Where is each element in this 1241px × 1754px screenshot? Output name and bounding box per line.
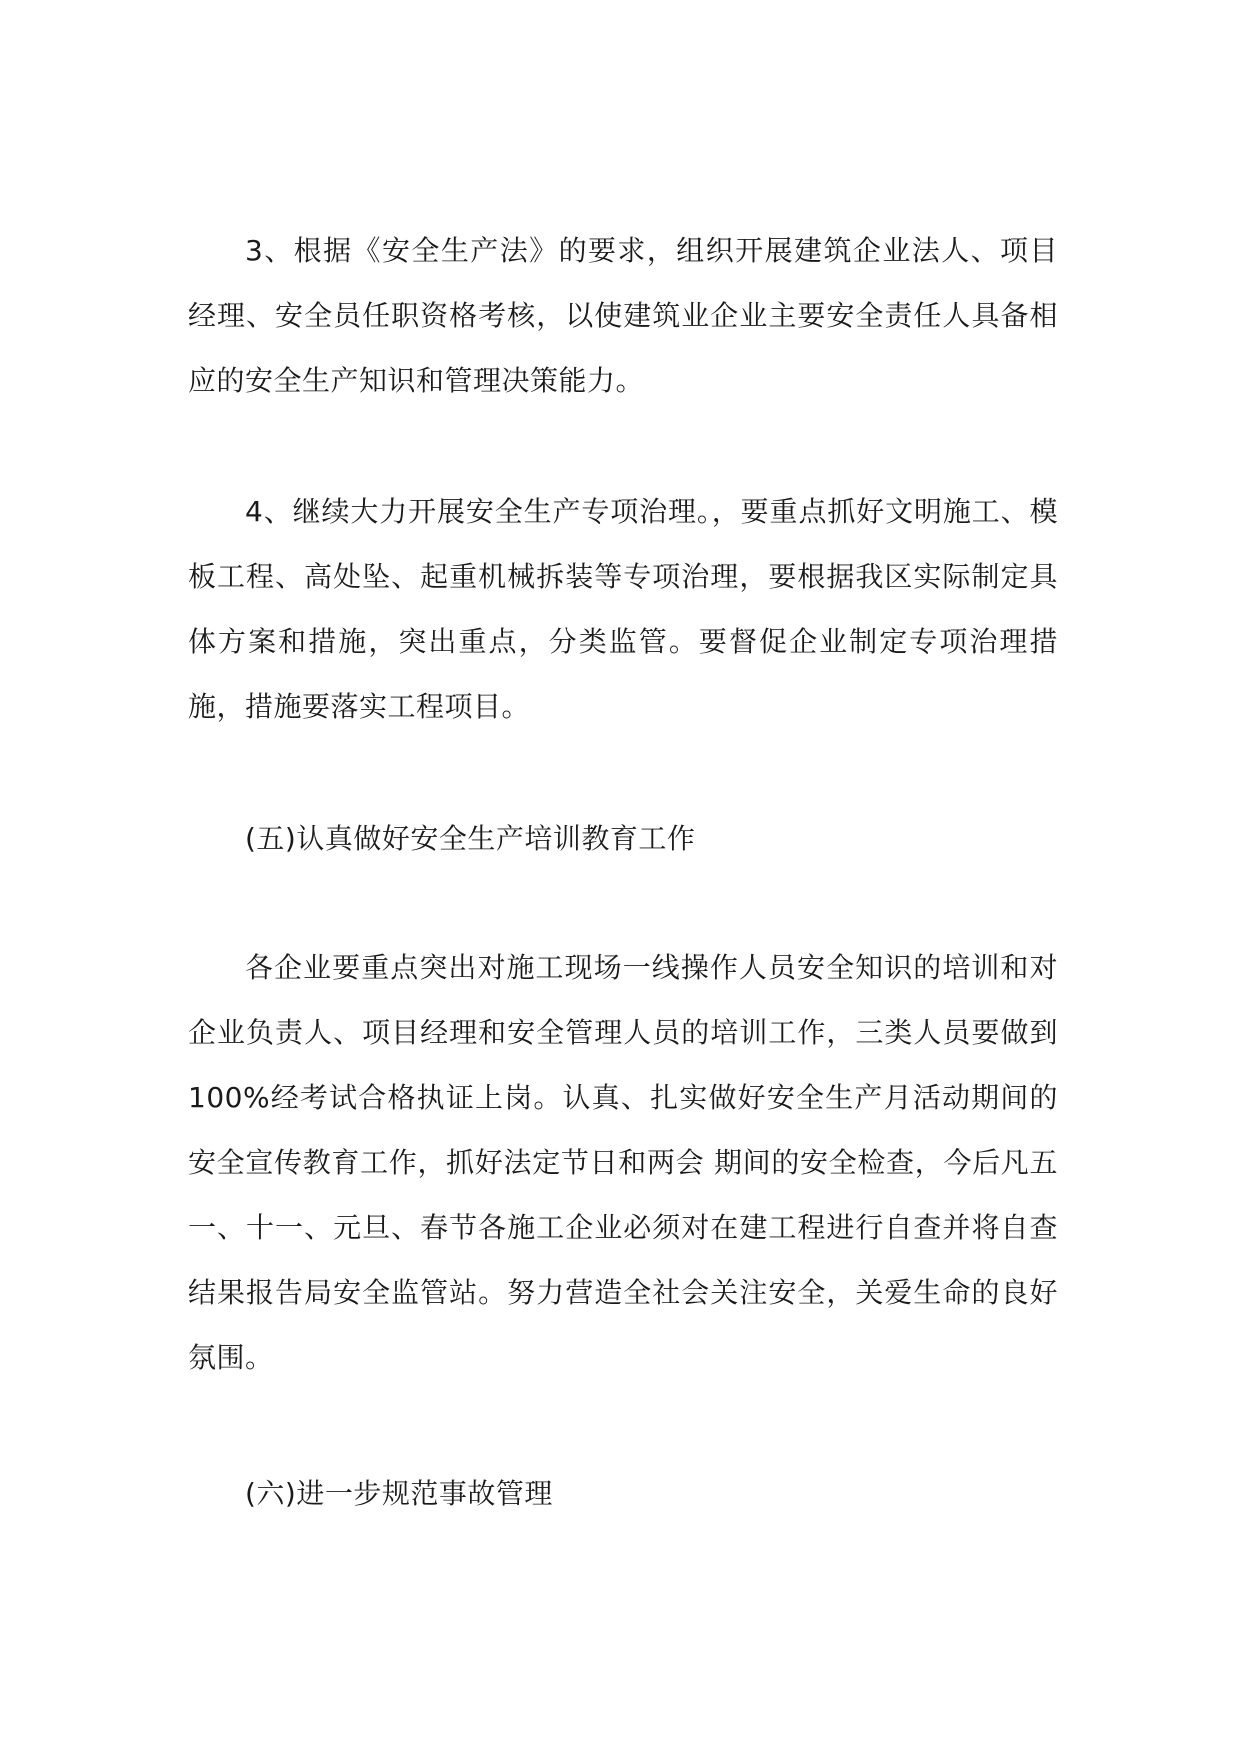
paragraph-training: 各企业要重点突出对施工现场一线操作人员安全知识的培训和对企业负责人、项目经理和安全管理人员的培训工作，三类人员要做到 100%经考试合格执证上岗。认真、扎实做好安全生产月活动期间的安全宣传教育工作，抓好法定节日和两会 期间的安全检查，今后凡五一、十一、元旦、春节各施工企业必须对在建工程进行自查并将自查结果报告局安全监管站。努力营造全社会关注安全，关爱生命的良好氛围。 bbox=[188, 951, 1058, 1374]
paragraph-item-3: 3、根据《安全生产法》的要求，组织开展建筑企业法人、项目经理、安全员任职资格考核，以使建筑业企业主要安全责任人具备相应的安全生产知识和管理决策能力。 bbox=[188, 234, 1058, 397]
paragraph-item-4: 4、继续大力开展安全生产专项治理。，要重点抓好文明施工、模板工程、高处坠、起重机械拆装等专项治理，要根据我区实际制定具体方案和措施，突出重点，分类监管。要督促企业制定专项治理措施，措施要落实工程项目。 bbox=[188, 495, 1058, 723]
section-heading-5: (五)认真做好安全生产培训教育工作 bbox=[245, 822, 696, 855]
section-heading-6: (六)进一步规范事故管理 bbox=[245, 1477, 553, 1510]
